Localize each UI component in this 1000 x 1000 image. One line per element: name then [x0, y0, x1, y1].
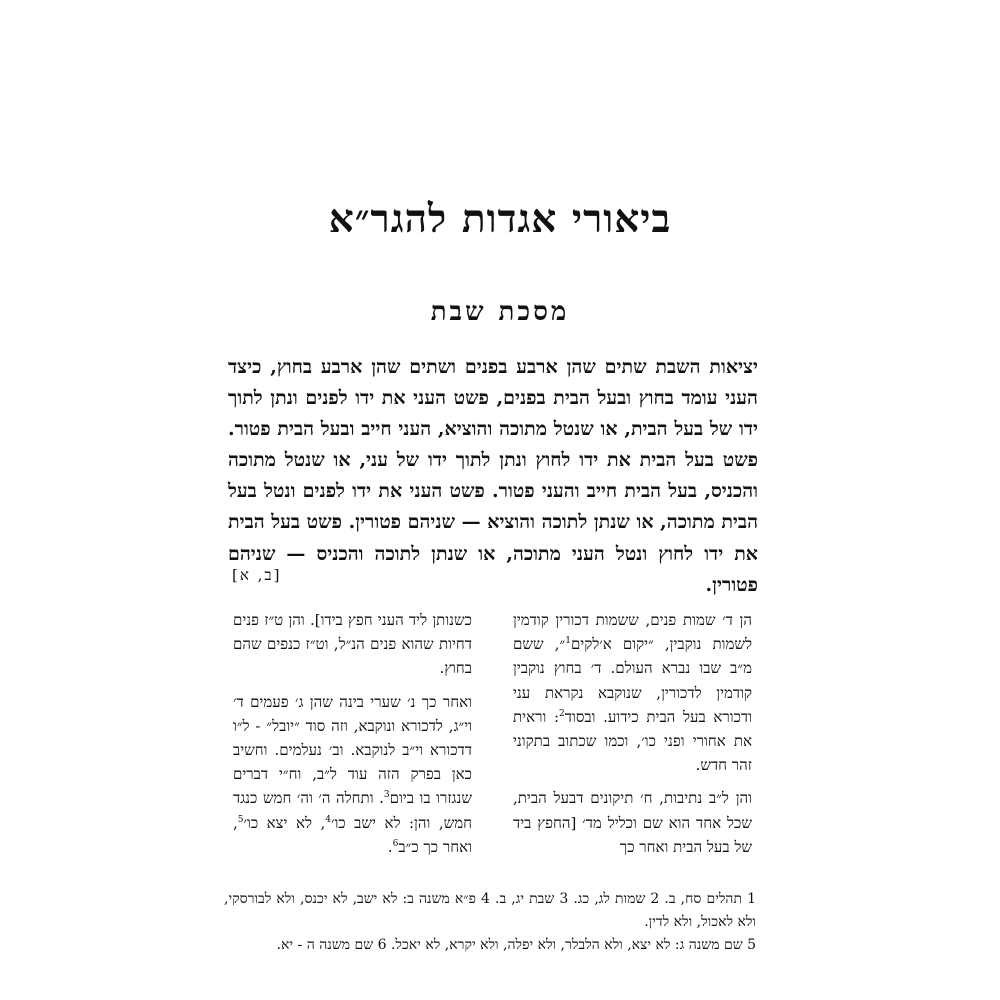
mishnah-reference: [ב, א]: [232, 566, 282, 584]
footnote-marker: 2: [559, 708, 565, 719]
commentary-column-left: [233, 608, 472, 868]
mishnah-text: יציאות השבת שתים שהן ארבע בפנים ושתים שהן ארבע בחוץ, כיצד העני עומד בחוץ ובעל הבית בפנים, פשט העני את ידו לפנים ונתן לתוך ידו של בעל הבית, או שנטל מתוכה והוציא, העני חייב ובעל הבית פטור. פשט בעל הבית את ידו לחוץ ונתן לתוך ידו של עני, או שנטל מתוכה והכניס, בעל הבית חייב והעני פטור. פשט העני את ידו לפנים ונטל בעל הבית מתוכה, או שנתן לתוכה והוציא — שניהם פטורין. פשט בעל הבית את ידו לחוץ ונטל העני מתוכה, או שנתן לתוכה והכניס — שניהם פטורין.: [228, 356, 758, 596]
footnote-marker: 4: [325, 814, 331, 825]
page-title: ביאורי אגדות להגר״א: [328, 196, 672, 242]
footnote-line: 5 שם משנה ג: לא יצא, ולא הלבלר, ולא יפלה, ולא יקרא, לא יאכל. 6 שם משנה ה - יא.: [276, 937, 756, 953]
commentary-paragraph: [513, 786, 752, 859]
commentary-column-right: [513, 608, 752, 868]
commentary-text: .: [387, 837, 393, 856]
commentary-text: ״, ששם מ״ב שבו נברא העולם. ד׳ בחוץ נוקבין קודמין לדכורין, שנוקבא נקראת עני ודכורא בעל הבית כידוע. ובסוד: [513, 635, 752, 726]
commentary-paragraph: [233, 608, 472, 681]
commentary-text: ואחר כך נ׳ שערי בינה שהן ג׳ פעמים ד׳ וי״ג, לדכורא ונוקבא, וזה סוד ״יובל״ - ל״ו דדכורא וי״ב לנוקבא. וב׳ נעלמים. וחשיב כאן בפרק הזה עוד ל״ב, וח״י דברים שנגזרו בו ביום: [233, 692, 472, 808]
footnote-marker: 6: [392, 838, 399, 849]
commentary-text: הן ד׳ שמות פנים, ששמות דכורין קודמין לשמות נוקבין, ״יקום א׳לקים: [513, 611, 752, 654]
commentary-paragraph: [513, 608, 752, 777]
footnote-marker: 1: [565, 636, 571, 647]
commentary-text: , לא יצא כו׳: [243, 813, 326, 832]
commentary-text: : וראית את אחורי ופני כו׳, וכמו שכתוב בתקוני זהר חדש.: [513, 707, 752, 775]
commentary-text: כשנותן ליד העני חפץ בידו]. והן ט״ז פנים דחיות שהוא פנים הנ״ל, וט״ז כנפים שהם בחוץ.: [233, 611, 472, 678]
footnotes: [224, 888, 756, 957]
tractate-heading: מסכת שבת: [430, 297, 570, 327]
footnote-marker: 3: [383, 790, 390, 801]
commentary-paragraph: [233, 690, 472, 859]
commentary-text: , ואחר כך כ״ב: [233, 813, 472, 856]
footnote-line: 1 תהלים סח, ב. 2 שמות לג, כג. 3 שבת יג, ב. 4 פ״א משנה ב: לא ישב, לא יכנס, ולא לבורסקי, ולא לאכול, ולא לדין.: [224, 891, 756, 930]
footnote-marker: 5: [237, 814, 244, 825]
commentary-text: . ותחלה ה׳ וה׳ חמש כנגד חמש, והן: לא ישב כו׳: [233, 789, 472, 832]
commentary-text: והן ל״ב נתיבות, ח׳ תיקונים דבעל הבית, שכל אחד הוא שם וכליל מד׳ [החפץ ביד של בעל הבית ואחר כך: [513, 789, 752, 856]
